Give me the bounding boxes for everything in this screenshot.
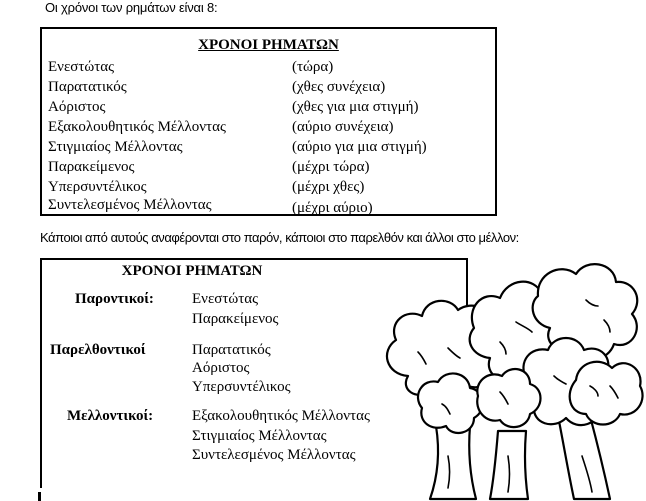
tense-name: Συντελεσμένος Μέλλοντας <box>48 197 212 213</box>
group-label-past: Παρελθοντικοί <box>50 342 146 358</box>
tense-name: Στιγμιαίος Μέλλοντας <box>48 139 183 155</box>
tenses-table <box>40 27 497 216</box>
page-edge-mark <box>38 492 41 501</box>
tense-name: Αόριστος <box>48 99 106 115</box>
tense-description: (αύριο συνέχεια) <box>292 119 394 135</box>
tense-description: (μέχρι τώρα) <box>292 159 370 175</box>
group-item: Στιγμιαίος Μέλλοντας <box>192 428 327 444</box>
intro-text-2: Κάποιοι από αυτούς αναφέρονται στο παρόν, κάποιοι στο παρελθόν και άλλοι στο μέλλον: <box>40 230 519 245</box>
group-item: Εξακολουθητικός Μέλλοντας <box>192 408 370 424</box>
group-label-present: Παροντικοί: <box>75 291 154 307</box>
intro-text: Οι χρόνοι των ρημάτων είναι 8: <box>45 0 218 15</box>
tense-description: (χθες συνέχεια) <box>292 79 386 95</box>
tense-name: Εξακολουθητικός Μέλλοντας <box>48 119 226 135</box>
tense-name: Υπερσυντέλικος <box>48 179 147 195</box>
tense-description: (μέχρι αύριο) <box>292 200 373 216</box>
tenses-table-title: ΧΡΟΝΟΙ ΡΗΜΑΤΩΝ <box>198 37 339 53</box>
tense-description: (χθες για μια στιγμή) <box>292 99 419 115</box>
group-item: Παρακείμενος <box>192 311 279 327</box>
group-item: Ενεστώτας <box>192 291 259 307</box>
tree-icon <box>378 256 646 501</box>
tense-name: Παρακείμενος <box>48 159 135 175</box>
group-item: Αόριστος <box>192 360 250 376</box>
group-item: Συντελεσμένος Μέλλοντας <box>192 447 356 463</box>
group-item: Παρατατικός <box>192 342 271 358</box>
tense-description: (μέχρι χθες) <box>292 179 365 195</box>
tense-description: (τώρα) <box>292 59 334 75</box>
group-label-future: Μελλοντικοί: <box>67 408 154 424</box>
tense-name: Ενεστώτας <box>48 59 115 75</box>
group-item: Υπερσυντέλικος <box>192 379 291 395</box>
tense-name: Παρατατικός <box>48 79 127 95</box>
tense-description: (αύριο για μια στιγμή) <box>292 139 427 155</box>
tense-groups-table-title: ΧΡΟΝΟΙ ΡΗΜΑΤΩΝ <box>121 263 263 279</box>
